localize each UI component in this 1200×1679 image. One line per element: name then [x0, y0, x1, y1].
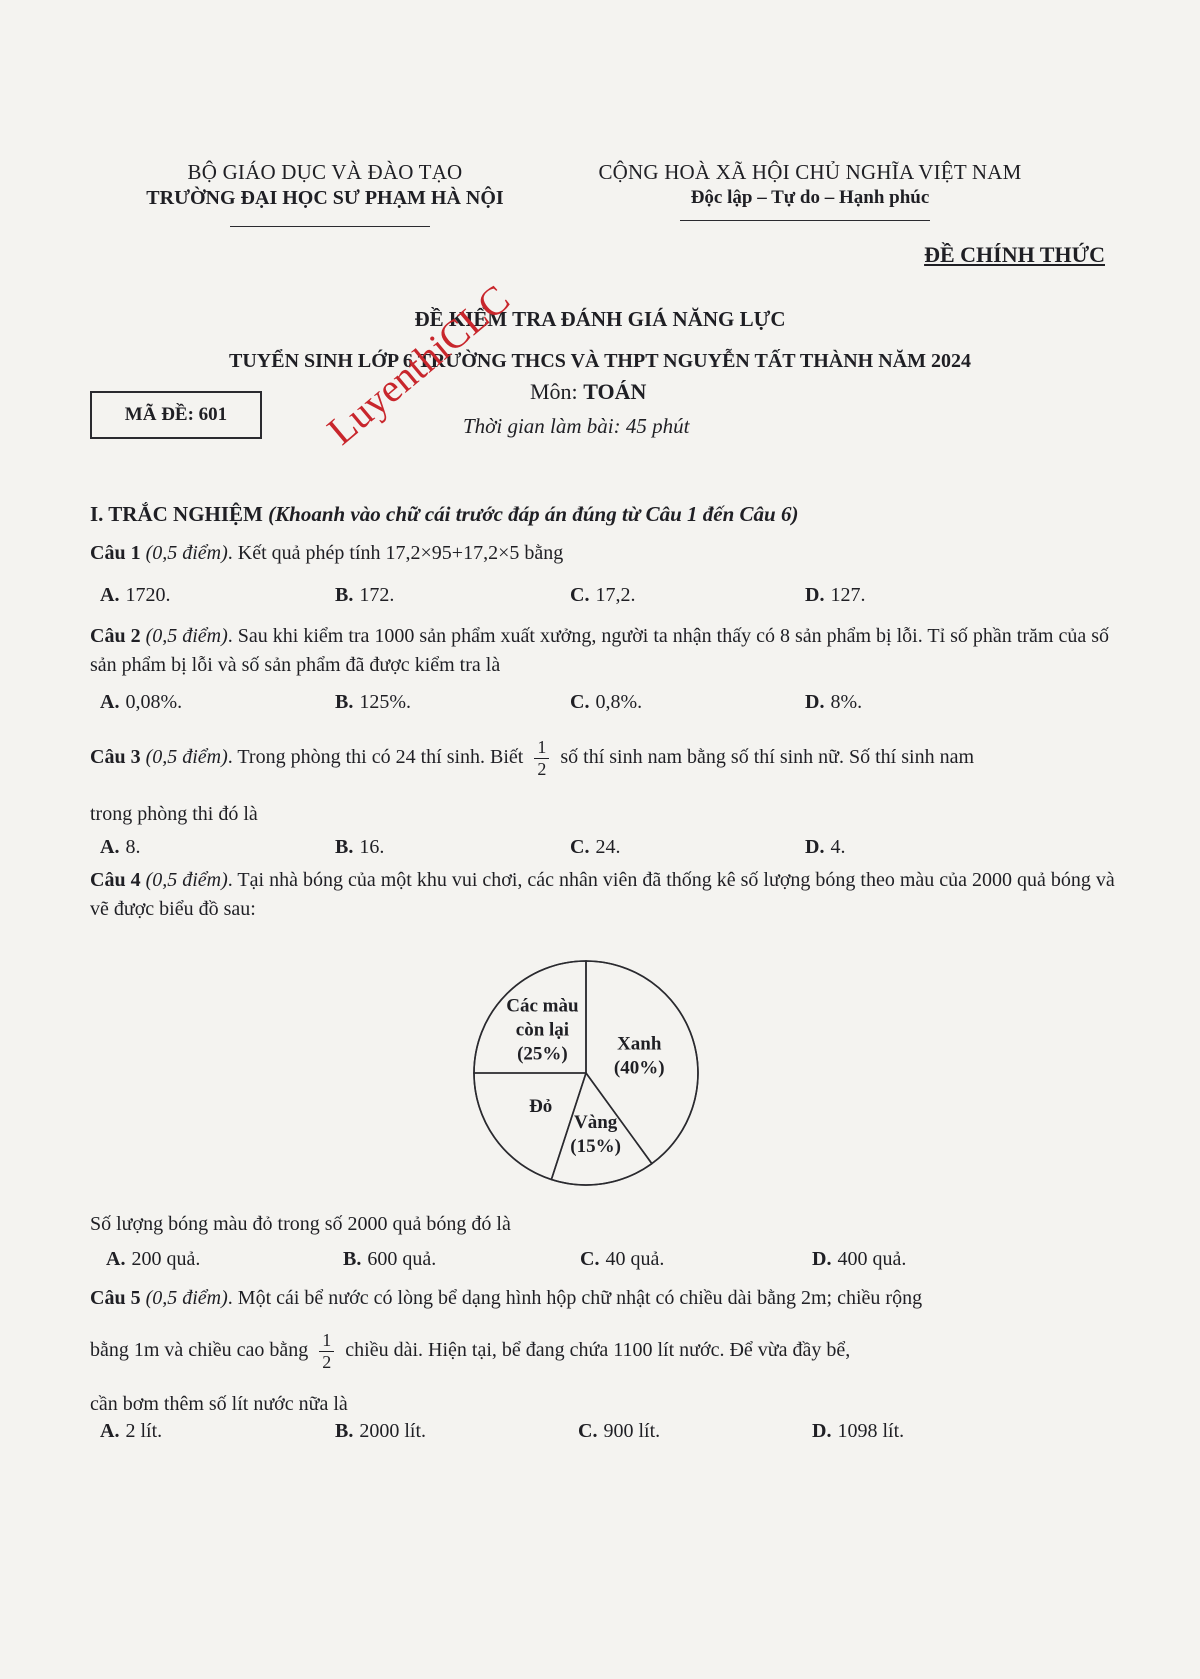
motto: Độc lập – Tự do – Hạnh phúc	[690, 187, 930, 208]
option-letter: B.	[335, 691, 354, 713]
question-1-option-c[interactable]	[570, 584, 635, 607]
question-4	[90, 866, 1120, 924]
option-letter: A.	[100, 1420, 120, 1442]
option-text: 40 quả.	[605, 1248, 665, 1270]
question-4-option-d[interactable]	[812, 1248, 906, 1271]
question-2-option-a[interactable]	[100, 691, 182, 714]
question-4-option-a[interactable]	[106, 1248, 200, 1271]
question-2	[90, 622, 1120, 680]
subject-name: TOÁN	[583, 379, 647, 404]
option-letter: B.	[335, 584, 354, 606]
question-label: Câu 2	[90, 625, 141, 647]
pie-slice-label: Đỏ	[529, 1095, 553, 1117]
question-3-option-d[interactable]	[805, 836, 845, 859]
question-4-option-b[interactable]	[343, 1248, 436, 1271]
option-letter: B.	[343, 1248, 362, 1270]
subject-line	[530, 379, 646, 405]
option-text: 2 lít.	[125, 1420, 163, 1442]
question-text-cont: chiều dài. Hiện tại, bể đang chứa 1100 lít nước. Để vừa đầy bể,	[345, 1338, 851, 1361]
option-text: 1720.	[125, 584, 171, 606]
question-2-option-c[interactable]	[570, 691, 642, 714]
question-points: (0,5 điểm)	[145, 542, 228, 564]
question-1-option-b[interactable]	[335, 584, 394, 607]
option-text: 4.	[830, 836, 846, 858]
question-points: (0,5 điểm)	[145, 869, 228, 891]
option-text: 8.	[125, 836, 141, 858]
fraction-numerator: 1	[319, 1330, 334, 1352]
fraction	[534, 737, 549, 779]
question-text-cont: số thí sinh nam bằng số thí sinh nữ. Số thí sinh nam	[560, 745, 975, 768]
republic-name: CỘNG HOÀ XÃ HỘI CHỦ NGHĨA VIỆT NAM	[598, 160, 1022, 184]
option-letter: B.	[335, 836, 354, 858]
pie-slice-label: Vàng	[573, 1111, 618, 1133]
option-text: 400 quả.	[837, 1248, 907, 1270]
section-instruction: (Khoanh vào chữ cái trước đáp án đúng từ Câu 1 đến Câu 6)	[268, 502, 799, 526]
option-letter: D.	[805, 584, 825, 606]
subject-label: Môn:	[530, 379, 578, 404]
section-heading	[90, 502, 798, 527]
question-2-option-d[interactable]	[805, 691, 862, 714]
pie-slice-label: Các màu	[506, 995, 579, 1017]
question-label: Câu 4	[90, 869, 141, 891]
option-letter: C.	[580, 1248, 600, 1270]
option-text: 600 quả.	[367, 1248, 437, 1270]
option-text: 8%.	[830, 691, 863, 713]
option-letter: C.	[570, 691, 590, 713]
option-letter: A.	[100, 836, 120, 858]
option-letter: A.	[100, 691, 120, 713]
option-text: 900 lít.	[603, 1420, 661, 1442]
option-letter: D.	[812, 1420, 832, 1442]
option-text: 1098 lít.	[837, 1420, 905, 1442]
exam-title: ĐỀ KIỂM TRA ĐÁNH GIÁ NĂNG LỰC	[414, 307, 786, 331]
option-letter: C.	[570, 836, 590, 858]
question-3-option-a[interactable]	[100, 836, 140, 859]
question-2-option-b[interactable]	[335, 691, 411, 714]
question-4-option-c[interactable]	[580, 1248, 664, 1271]
question-1-option-d[interactable]	[805, 584, 865, 607]
pie-slice-label: còn lại	[515, 1019, 570, 1041]
option-text: 200 quả.	[131, 1248, 201, 1270]
pie-slice-label: (15%)	[570, 1135, 621, 1157]
official-label: ĐỀ CHÍNH THỨC	[924, 242, 1105, 267]
option-text: 172.	[359, 584, 395, 606]
ball-color-pie-chart	[468, 955, 704, 1191]
header-right	[560, 160, 1060, 209]
question-text: . Sau khi kiểm tra 1000 sản phẩm xuất xưởng, người ta nhận thấy có 8 sản phẩm bị lỗi. Tỉ số phần trăm của số sản phẩm bị lỗi và số sản phẩm đã được kiểm tra là	[90, 625, 1109, 676]
question-5	[90, 1284, 1120, 1313]
question-points: (0,5 điểm)	[145, 625, 228, 647]
fraction-numerator: 1	[534, 737, 549, 759]
section-title: I. TRẮC NGHIỆM	[90, 502, 263, 526]
question-5-option-d[interactable]	[812, 1420, 904, 1443]
option-letter: A.	[106, 1248, 126, 1270]
fraction-denominator: 2	[537, 758, 547, 779]
option-text: 16.	[359, 836, 385, 858]
question-5-option-c[interactable]	[578, 1420, 660, 1443]
pie-slice-label: (25%)	[517, 1043, 568, 1065]
exam-code-box: MÃ ĐỀ: 601	[90, 391, 262, 439]
option-letter: D.	[805, 691, 825, 713]
question-text: . Kết quả phép tính 17,2×95+17,2×5 bằng	[227, 542, 564, 564]
school-name: TRƯỜNG ĐẠI HỌC SƯ PHẠM HÀ NỘI	[146, 187, 504, 209]
exam-subtitle: TUYỂN SINH LỚP 6 TRƯỜNG THCS VÀ THPT NGUYỄN TẤT THÀNH NĂM 2024	[229, 350, 971, 372]
question-5-line-3: cần bơm thêm số lít nước nữa là	[90, 1393, 348, 1415]
option-letter: A.	[100, 584, 120, 606]
exam-time: Thời gian làm bài: 45 phút	[463, 414, 690, 438]
question-4-followup: Số lượng bóng màu đỏ trong số 2000 quả bóng đó là	[90, 1213, 511, 1235]
header-left	[110, 160, 540, 210]
question-label: Câu 3	[90, 745, 141, 768]
ministry-name: BỘ GIÁO DỤC VÀ ĐÀO TẠO	[187, 160, 463, 184]
option-text: 24.	[595, 836, 621, 858]
option-letter: C.	[570, 584, 590, 606]
question-text: . Trong phòng thi có 24 thí sinh. Biết	[227, 745, 524, 768]
question-text: . Một cái bể nước có lòng bể dạng hình hộp chữ nhật có chiều dài bằng 2m; chiều rộng	[227, 1287, 923, 1309]
fraction-denominator: 2	[322, 1351, 332, 1372]
question-5-line-2	[90, 1330, 1120, 1372]
question-3-option-c[interactable]	[570, 836, 620, 859]
option-text: 2000 lít.	[359, 1420, 427, 1442]
option-text: 0,08%.	[125, 691, 183, 713]
pie-slice-label: (40%)	[613, 1057, 665, 1079]
fraction	[319, 1330, 334, 1372]
question-points: (0,5 điểm)	[145, 1287, 228, 1309]
option-text: 0,8%.	[595, 691, 643, 713]
question-3-option-b[interactable]	[335, 836, 384, 859]
option-letter: C.	[578, 1420, 598, 1442]
option-text: 127.	[830, 584, 866, 606]
question-3	[90, 737, 1120, 779]
option-text: 17,2.	[595, 584, 636, 606]
question-label: Câu 5	[90, 1287, 141, 1309]
option-letter: D.	[805, 836, 825, 858]
header-left-rule	[230, 226, 430, 227]
header-right-rule	[680, 220, 930, 221]
question-label: Câu 1	[90, 542, 141, 564]
question-3-line-2: trong phòng thi đó là	[90, 803, 258, 825]
pie-slice	[474, 1073, 586, 1180]
question-points: (0,5 điểm)	[145, 745, 228, 768]
question-1	[90, 539, 1120, 568]
option-letter: B.	[335, 1420, 354, 1442]
question-1-option-a[interactable]	[100, 584, 170, 607]
question-5-option-b[interactable]	[335, 1420, 426, 1443]
option-letter: D.	[812, 1248, 832, 1270]
watermark: LuyenthiCLC	[318, 275, 518, 454]
question-text: bằng 1m và chiều cao bằng	[90, 1338, 309, 1361]
question-5-option-a[interactable]	[100, 1420, 162, 1443]
question-text: . Tại nhà bóng của một khu vui chơi, các nhân viên đã thống kê số lượng bóng theo màu của 2000 quả bóng và vẽ được biểu đồ sau:	[90, 869, 1115, 920]
pie-slice-label: Xanh	[617, 1033, 662, 1055]
option-text: 125%.	[359, 691, 412, 713]
